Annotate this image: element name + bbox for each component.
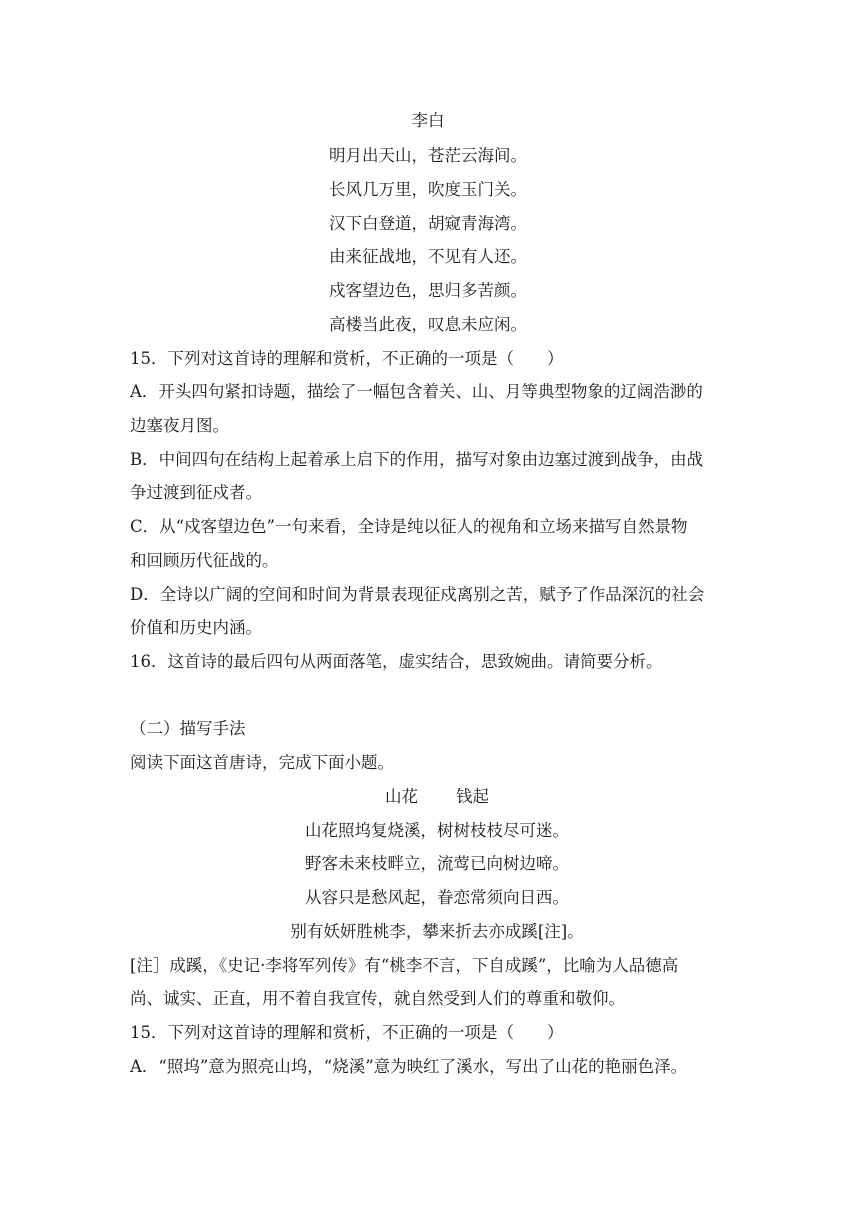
poem-line: 野客未来枝畔立，流莺已向树边啼。 (305, 854, 569, 873)
poem-title: 山花 (385, 787, 418, 806)
poem-line: 戍客望边色，思归多苦颜。 (329, 281, 527, 300)
poem-line: 汉下白登道，胡窥青海湾。 (329, 214, 527, 233)
poem-line: 高楼当此夜，叹息未应闲。 (329, 315, 527, 334)
question-16: 16．这首诗的最后四句从两面落笔，虚实结合，思致婉曲。请简要分析。 (130, 652, 663, 671)
option-a-line: A．开头四句紧扣诗题，描绘了一幅包含着关、山、月等典型物象的辽阔浩渺的 (130, 382, 703, 401)
footnote-line: [注］成蹊，《史记·李将军列传》有“桃李不言，下自成蹊”，比喻为人品德高 (130, 956, 679, 975)
option-c-line: 和回顾历代征战的。 (130, 551, 279, 570)
section-instruction: 阅读下面这首唐诗，完成下面小题。 (130, 753, 394, 772)
poem-line: 从容只是愁风起，眷恋常须向日西。 (305, 888, 569, 907)
option-d-line: 价值和历史内涵。 (130, 618, 262, 637)
option-a-line: A．“照坞”意为照亮山坞，“烧溪”意为映红了溪水，写出了山花的艳丽色泽。 (130, 1057, 688, 1076)
question-stem: 15．下列对这首诗的理解和赏析，不正确的一项是（ ） (130, 349, 564, 368)
footnote-line: 尚、诚实、正直，用不着自我宣传，就自然受到人们的尊重和敬仰。 (130, 989, 625, 1008)
option-d-line: D．全诗以广阔的空间和时间为背景表现征戍离别之苦，赋予了作品深沉的社会 (130, 585, 705, 604)
question-stem: 15．下列对这首诗的理解和赏析，不正确的一项是（ ） (130, 1023, 564, 1042)
poem-author: 李白 (411, 111, 445, 130)
poem-line: 由来征战地，不见有人还。 (329, 247, 527, 266)
option-b-line: 争过渡到征戍者。 (130, 483, 262, 502)
poem-title-row (130, 786, 744, 808)
poem-line: 明月出天山，苍茫云海间。 (329, 146, 527, 165)
poem-line: 别有妖妍胜桃李，攀来折去亦成蹊[注]。 (290, 922, 584, 941)
poem-line: 长风几万里，吹度玉门关。 (329, 180, 527, 199)
option-c-line: C．从“戍客望边色”一句来看，全诗是纯以征人的视角和立场来描写自然景物 (130, 517, 688, 536)
poem-line: 山花照坞复烧溪，树树枝枝尽可迷。 (305, 821, 569, 840)
poem-author: 钱起 (456, 787, 489, 806)
option-a-line: 边塞夜月图。 (130, 416, 229, 435)
option-b-line: B．中间四句在结构上起着承上启下的作用，描写对象由边塞过渡到战争，由战 (130, 450, 704, 469)
section-heading: （二）描写手法 (130, 719, 246, 738)
